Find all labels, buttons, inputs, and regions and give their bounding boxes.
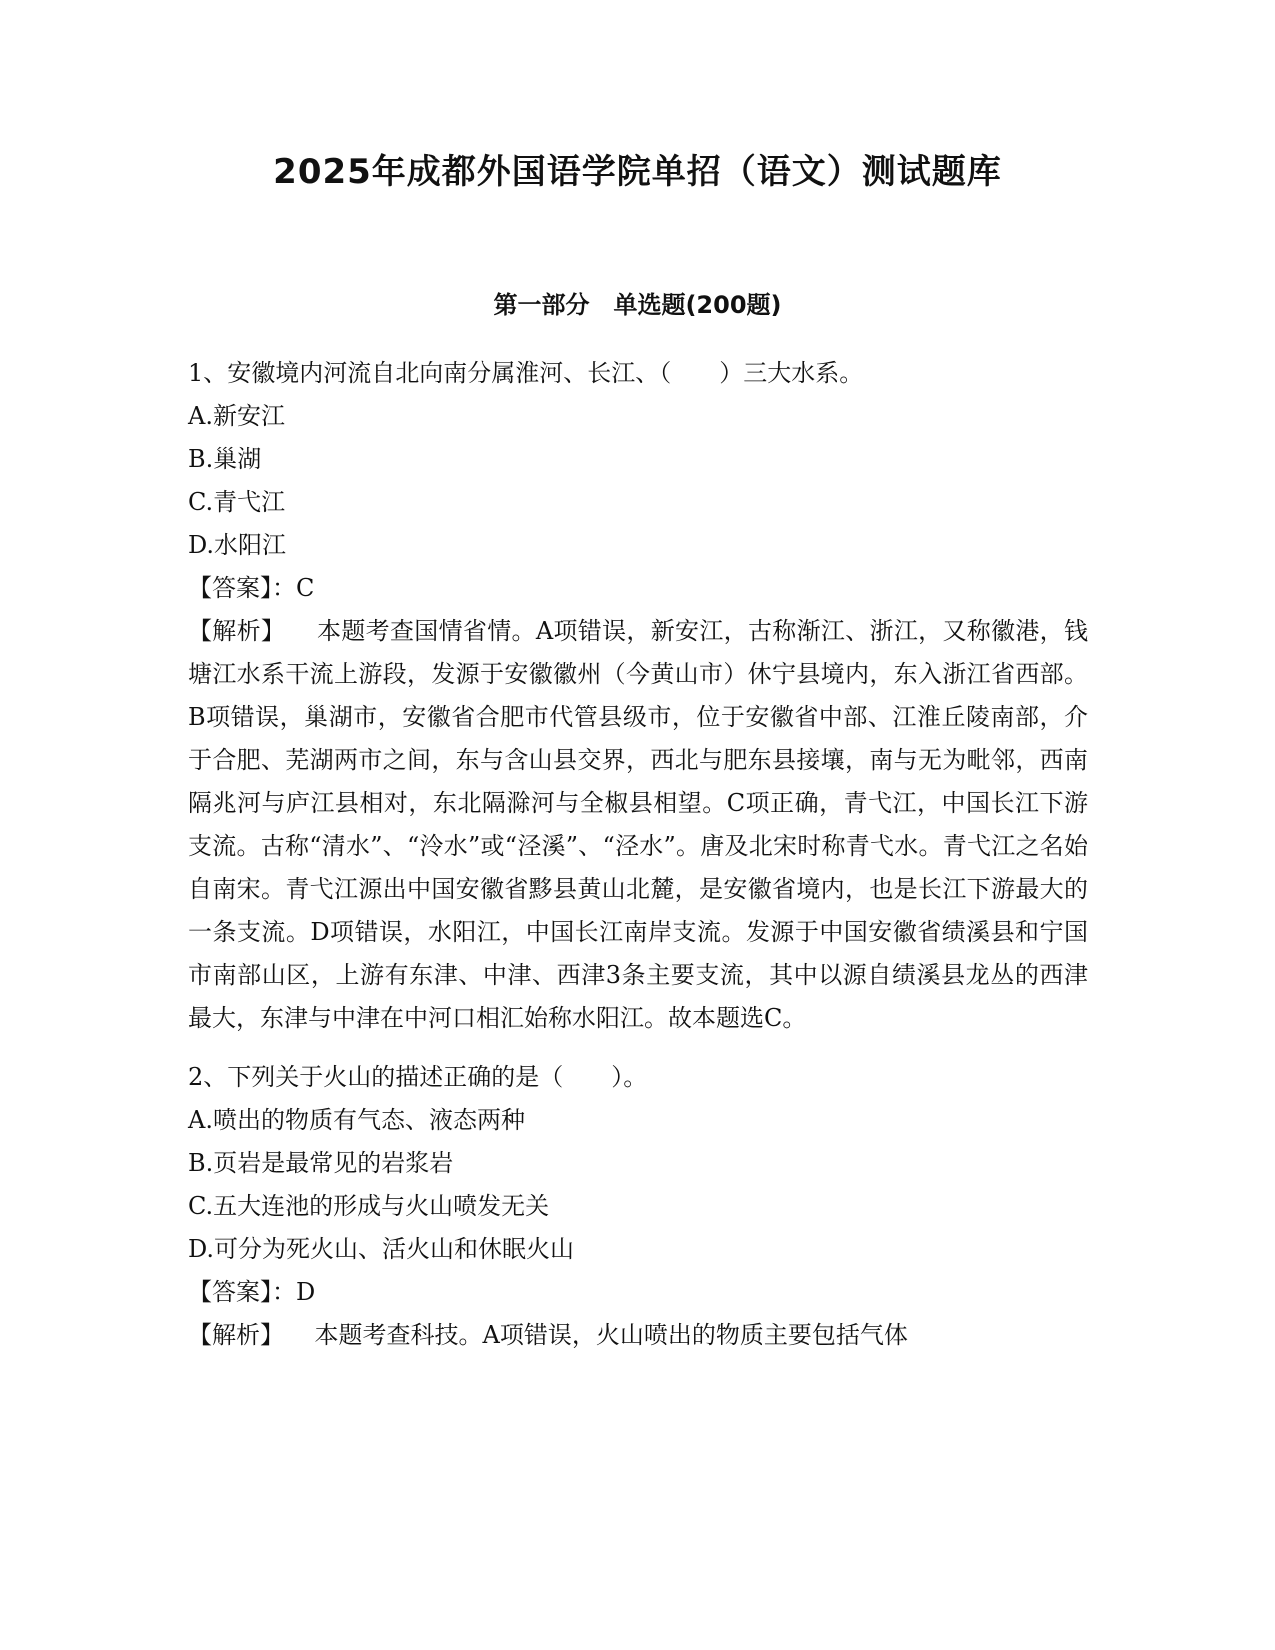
section-title: 第一部分 单选题(200题)	[493, 291, 782, 319]
answer-label: 【答案】：	[188, 1278, 296, 1306]
analysis-paragraph	[188, 1314, 1088, 1357]
question-stem: 2、下列关于火山的描述正确的是（ ）。	[188, 1063, 648, 1091]
answer-label: 【答案】：	[188, 574, 296, 602]
question-1	[188, 352, 1088, 1040]
answer-line	[188, 1271, 1088, 1314]
answer-value: C	[296, 574, 315, 602]
document-title: 2025年成都外国语学院单招（语文）测试题库	[273, 152, 1002, 192]
answer-line	[188, 567, 1088, 610]
question-list	[188, 352, 1088, 1357]
question-2	[188, 1056, 1088, 1357]
option-c: C.五大连池的形成与火山喷发无关	[188, 1192, 550, 1220]
option-c: C.青弋江	[188, 488, 286, 516]
analysis-label: 【解析】	[188, 617, 286, 645]
question-stem: 1、安徽境内河流自北向南分属淮河、长江、（ ）三大水系。	[188, 359, 864, 387]
option-d: D.可分为死火山、活火山和休眠火山	[188, 1235, 575, 1263]
analysis-text: 本题考查国情省情。A项错误，新安江，古称渐江、浙江，又称徽港，钱塘江水系干流上游段，发源于安徽徽州（今黄山市）休宁县境内，东入浙江省西部。B项错误，巢湖市，安徽省合肥市代管县级市，位于安徽省中部、江淮丘陵南部，介于合肥、芜湖两市之间，东与含山县交界，西北与肥东县接壤，南与无为毗邻，西南隔兆河与庐江县相对，东北隔滁河与全椒县相望。C项正确，青弋江，中国长江下游支流。古称“清水”、“泠水”或“泾溪”、“泾水”。唐及北宋时称青弋水。青弋江之名始自南宋。青弋江源出中国安徽省黟县黄山北麓，是安徽省境内，也是长江下游最大的一条支流。D项错误，水阳江，中国长江南岸支流。发源于中国安徽省绩溪县和宁国市南部山区，上游有东津、中津、西津3条主要支流，其中以源自绩溪县龙丛的西津最大，东津与中津在中河口相汇始称水阳江。故本题选C。	[188, 617, 1088, 1032]
option-d: D.水阳江	[188, 531, 287, 559]
option-b: B.页岩是最常见的岩浆岩	[188, 1149, 454, 1177]
option-b: B.巢湖	[188, 445, 262, 473]
analysis-paragraph	[188, 610, 1088, 1040]
analysis-text: 本题考查科技。A项错误，火山喷出的物质主要包括气体	[314, 1321, 908, 1349]
answer-value: D	[296, 1278, 316, 1306]
analysis-label: 【解析】	[188, 1321, 284, 1349]
option-a: A.新安江	[188, 402, 285, 430]
option-a: A.喷出的物质有气态、液态两种	[188, 1106, 525, 1134]
